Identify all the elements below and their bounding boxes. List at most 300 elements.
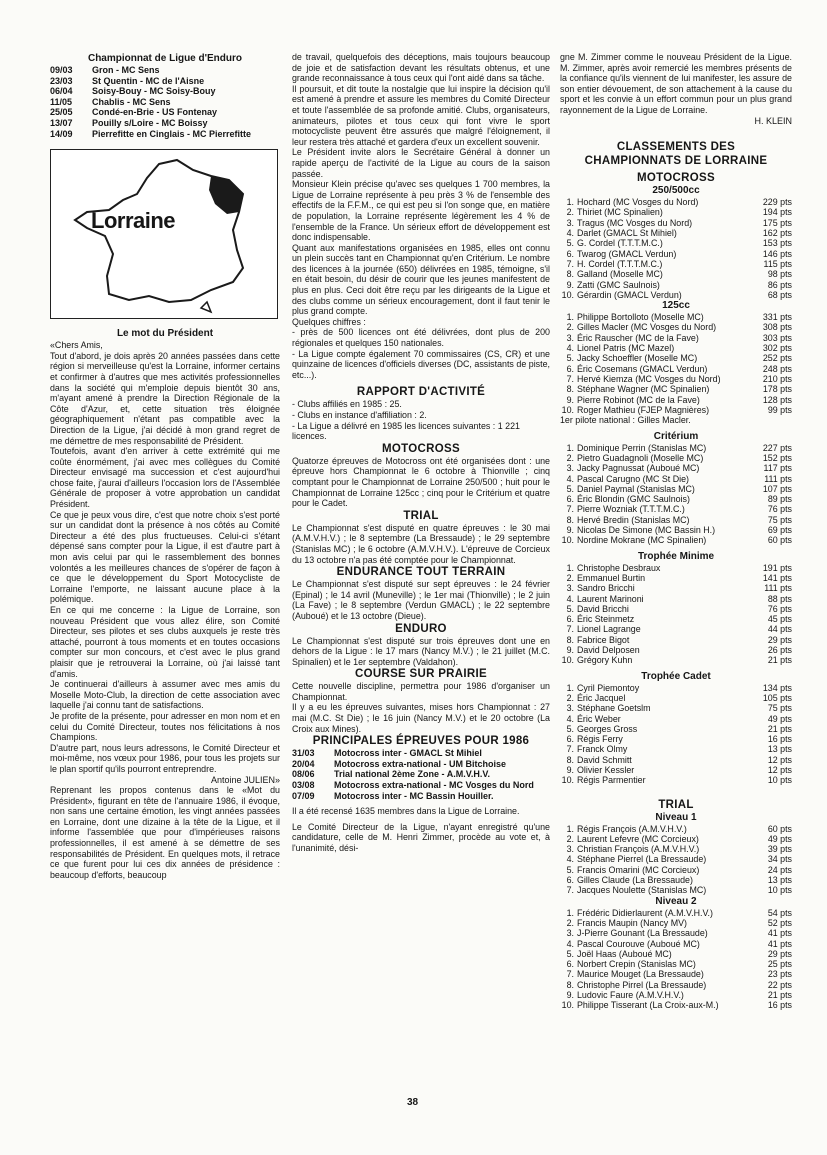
ranking-row (560, 765, 792, 775)
ranking-row (560, 1000, 792, 1010)
enduro-text: Le Championnat s'est disputé sur trois épreuves dont une en dehors de la Ligue : le 17 mars (Nancy M.V.) ; le 21 juillet (M.C. Spinalien) et le 1er septembre (Valdahon). (292, 635, 550, 667)
rider-points: 41 pts (767, 938, 792, 949)
rank-position: 5. (566, 353, 574, 364)
rank-position: 4. (566, 593, 574, 604)
rider-points: 99 pts (767, 404, 792, 415)
president-after-text: Reprenant les propos contenus dans le «Mot du Président», figurant en tête de l'annuaire 1986, il évoque, non sans une certaine émotion, les vingt années passées en Lorraine, dont une dizaine à la tête de la Ligue, et il informe l'assemblée que pour d'impérieuses raisons professionnelles, il est amené à se démettre de ses responsabilités de Président. En quelques mots, il retrace ce que furent pour lui ces dix années de présidence : beaucoup d'efforts, beaucoup (50, 785, 280, 880)
rank-position: 6. (566, 875, 574, 886)
rider-points: 54 pts (767, 907, 792, 918)
rider-name: Joël Haas (Auboué MC) (577, 948, 672, 959)
ranking-row (560, 443, 792, 453)
ranking-row (560, 854, 792, 864)
ranking-row (560, 463, 792, 473)
rider-name: J-Pierre Gounant (La Bressaude) (577, 928, 708, 939)
ranking-row (560, 453, 792, 463)
event-name: Pierrefitte en Cinglais - MC Pierrefitte (92, 128, 252, 139)
ranking-row (560, 563, 792, 573)
event-name: Pouilly s/Loire - MC Boissy (92, 117, 208, 128)
event-date: 20/04 (292, 758, 315, 769)
trial-level1-ranking (560, 824, 792, 896)
principal-event (292, 780, 550, 791)
event-date: 25/05 (50, 107, 73, 118)
rider-name: Lionel Lagrange (577, 624, 641, 635)
rank-position: 1. (566, 442, 574, 453)
rank-position: 6. (566, 494, 574, 505)
rider-points: 152 pts (762, 452, 792, 463)
rider-points: 227 pts (762, 442, 792, 453)
ranking-row (560, 290, 792, 300)
ranking-row (560, 908, 792, 918)
ranking-row (560, 474, 792, 484)
event-name: St Quentin - MC de l'Aisne (92, 75, 205, 86)
rider-points: 302 pts (762, 343, 792, 354)
enduro-event (50, 107, 280, 118)
event-date: 06/04 (50, 86, 73, 97)
rank-position: 3. (566, 332, 574, 343)
rider-name: Philippe Tisserant (La Croix-aux-M.) (577, 1000, 719, 1011)
ranking-row (560, 744, 792, 754)
rider-points: 252 pts (762, 353, 792, 364)
rank-position: 3. (566, 703, 574, 714)
rank-position: 8. (566, 514, 574, 525)
ranking-row (560, 269, 792, 279)
ranking-row (560, 374, 792, 384)
rider-points: 308 pts (762, 322, 792, 333)
page-number: 38 (407, 1097, 419, 1108)
rider-name: Laurent Lefevre (MC Corcieux) (577, 833, 699, 844)
cadet-title: Trophée Cadet (641, 670, 711, 682)
rider-name: Laurent Marinoni (577, 593, 644, 604)
principal-event (292, 769, 550, 780)
ranking-row (560, 312, 792, 322)
rider-name: Régis Parmentier (577, 775, 646, 786)
rank-position: 5. (566, 723, 574, 734)
rank-position: 6. (566, 363, 574, 374)
president-paragraph: Tout d'abord, je dois après 20 années passées dans cette région si merveilleuse qu'est la Lorraine, informer certains et confirmer à d'autres que mes activités professionnelles dans la société qui m'emploie depuis bientôt 30 ans, m'ayant amené à prendre la Direction Régionale de la Côte d'Azur, et, cette situation très éloignée géographiquement n'étant pas compatible avec la Direction de la Ligue, j'ai décidé à mon grand regret de me démettre de mes responsabilité de Président. (50, 350, 280, 446)
rider-name: Norbert Crepin (Stanislas MC) (577, 959, 696, 970)
rider-name: Gérardin (GMACL Verdun) (577, 289, 682, 300)
ranking-row (560, 484, 792, 494)
column-middle (292, 52, 550, 854)
rank-position: 2. (566, 452, 574, 463)
ranking-row (560, 218, 792, 228)
rider-points: 60 pts (767, 823, 792, 834)
column-left (50, 52, 280, 880)
new-president-text: gne M. Zimmer comme le nouveau Président de la Ligue. M. Zimmer, après avoir remercié les membres présents de la confiance qu'ils viennent de lui manifester, les assure de son entier dévouement, de son attachement à la cause du sport et les convie à un effort commun pour un plus grand rayonnement de la Ligue de Lorraine. (560, 52, 792, 115)
rider-points: 13 pts (767, 744, 792, 755)
motocross-section-title: MOTOCROSS (382, 442, 460, 455)
rider-points: 248 pts (762, 363, 792, 374)
rank-position: 8. (566, 269, 574, 280)
president-paragraph: Je continuerai d'ailleurs à assumer avec mes amis du Moselle Moto-Club, la direction de cette association avec laquelle j'ai connu tant de satisfactions. (50, 679, 280, 711)
prairie-section-title: COURSE SUR PRAIRIE (355, 668, 487, 681)
rapport-title: RAPPORT D'ACTIVITÉ (356, 386, 486, 399)
ranking-row (560, 238, 792, 248)
rank-position: 10. (561, 655, 574, 666)
rider-name: Christophe Desbraux (577, 562, 661, 573)
rider-points: 34 pts (767, 854, 792, 865)
rank-position: 7. (566, 373, 574, 384)
president-paragraph: Ce que je peux vous dire, c'est que notre choix s'est porté sur un candidat dont la présence à nos côtés au Comité Directeur a été des plus fructueuses. Celui-ci s'étant dépensé sans compter pour la Ligue, il est d'autre part à mon avis celui par qui le rassemblement des bonnes volontés a les meilleures chances de s'opérer de façon à ce que le développement du Sport Motocycliste de Lorraine l'emporte, ne laissant aucune place à la polémique. (50, 509, 280, 605)
ranking-row (560, 333, 792, 343)
rank-position: 2. (566, 572, 574, 583)
ranking-row (560, 515, 792, 525)
trial-level1-title: Niveau 1 (655, 811, 697, 823)
rider-points: 39 pts (767, 844, 792, 855)
rider-points: 175 pts (762, 217, 792, 228)
report-paragraph: Monsieur Klein précise qu'avec ses quelques 1 700 membres, la Ligue de Lorraine représente à peu près 3 % de l'ensemble des effectifs de la F.F.M., ce qui est peu si l'on songe que, en matière de population, la Lorraine représente légèrement les 4 % de l'ensemble de la France. Un sérieux effort de développement est donc indispensable. (292, 179, 550, 243)
rider-points: 29 pts (767, 634, 792, 645)
president-paragraph: Je profite de la présente, pour adresser en mon nom et en celui du Comité Directeur, toutes nos félicitations à nos Champions. (50, 710, 280, 743)
rider-name: Daniel Paymal (Stanislas MC) (577, 483, 695, 494)
rider-name: Régis François (A.M.V.H.V.) (577, 823, 687, 834)
rank-position: 4. (566, 938, 574, 949)
rider-name: Georges Gross (577, 723, 638, 734)
ranking-row (560, 604, 792, 614)
enduro-event (50, 76, 280, 87)
event-name: Motocross inter - MC Bassin Houiller. (334, 790, 494, 801)
rank-position: 10. (561, 404, 574, 415)
ranking-row (560, 594, 792, 604)
event-name: Gron - MC Sens (92, 65, 160, 75)
rank-position: 4. (566, 228, 574, 239)
report-paragraph: Il poursuit, et dit toute la nostalgie que lui inspire la décision qu'il est amené à prendre et assure les membres du Comité Directeur et toute l'assemblée de sa profonde amitié. Clubs, organisateurs, animateurs, pilotes et tous ceux qui font vivre le sport motocycliste peuvent être assurés que malgré l'éloignement, il leur restera très attaché et gardera d'eux un excellent souvenir. (292, 83, 550, 147)
rider-points: 128 pts (762, 394, 792, 405)
event-name: Motocross extra-national - MC Vosges du Nord (334, 780, 534, 791)
ranking-row (560, 322, 792, 332)
map-region-label: Lorraine (91, 208, 176, 234)
ranking-row (560, 384, 792, 394)
rank-position: 9. (566, 990, 574, 1001)
rider-points: 303 pts (762, 332, 792, 343)
minime-ranking (560, 563, 792, 666)
ranking-row (560, 197, 792, 207)
cadet-ranking (560, 683, 792, 786)
rider-points: 98 pts (767, 269, 792, 280)
ranking-row (560, 525, 792, 535)
rider-points: 111 pts (764, 583, 792, 594)
rider-name: Philippe Bortolloto (Moselle MC) (577, 312, 704, 323)
rider-points: 191 pts (762, 562, 792, 573)
rider-name: Grégory Kuhn (577, 655, 633, 666)
rider-name: Jacky Pagnussat (Auboué MC) (577, 463, 700, 474)
rider-points: 178 pts (762, 384, 792, 395)
enduro-event (50, 118, 280, 129)
rank-position: 7. (566, 258, 574, 269)
motocross-text: Quatorze épreuves de Motocross ont été organisées dont : une épreuve hors Championnat le 6 octobre à Thionville ; cinq comptant pour le Championnat de Lorraine 250/500 ; huit pour le Championnat de Lorraine 125cc ; cinq pour le Critérium et quatre pour le Cadet. (292, 455, 550, 509)
rank-position: 3. (566, 928, 574, 939)
rider-name: Thiriet (MC Spinalien) (577, 207, 663, 218)
rider-name: Francis Omarini (MC Corcieux) (577, 864, 700, 875)
ranking-row (560, 949, 792, 959)
rank-position: 9. (566, 394, 574, 405)
rider-points: 16 pts (767, 1000, 792, 1011)
rider-points: 16 pts (767, 734, 792, 745)
rider-name: Christian François (A.M.V.H.V.) (577, 844, 700, 855)
mx250-title: 250/500cc (652, 185, 700, 197)
event-date: 13/07 (50, 117, 73, 128)
rank-position: 3. (566, 463, 574, 474)
ranking-row (560, 494, 792, 504)
event-name: Motocross extra-national - UM Bitchoise (334, 758, 507, 769)
rank-position: 10. (561, 289, 574, 300)
ranking-row (560, 343, 792, 353)
ranking-row (560, 918, 792, 928)
trial-level2-title: Niveau 2 (655, 895, 697, 907)
ranking-row (560, 824, 792, 834)
rank-position: 3. (566, 217, 574, 228)
rider-name: Éric Rauscher (MC de la Fave) (577, 332, 699, 343)
rider-name: Emmanuel Burtin (577, 572, 646, 583)
rider-points: 194 pts (762, 207, 792, 218)
rank-position: 8. (566, 384, 574, 395)
ranking-row (560, 249, 792, 259)
rank-position: 7. (566, 624, 574, 635)
rider-points: 115 pts (763, 258, 792, 269)
rider-name: Christophe Pirrel (La Bressaude) (577, 979, 707, 990)
rider-points: 26 pts (767, 645, 792, 656)
trial-level2-ranking (560, 908, 792, 1011)
rider-points: 12 pts (767, 754, 792, 765)
principales-title: PRINCIPALES ÉPREUVES POUR 1986 (312, 735, 530, 748)
report-paragraph: Quant aux manifestations organisées en 1985, elles ont connu un plein succès tant en Championnat qu'en Critérium. Le nombre des licences à la journée (650) délivrées en 1985, témoigne, s'il en était besoin, du désir de courir que les jeunes manifestent de plus en plus. Ceci doit être reçu par les dirigeants de la Ligue et des clubs comme un sérieux encouragement, dont il faut tenir le plus grand compte. (292, 242, 550, 317)
event-date: 09/03 (50, 65, 73, 75)
ranking-row (560, 703, 792, 713)
rider-name: Galland (Moselle MC) (577, 269, 663, 280)
ranking-row (560, 655, 792, 665)
rider-points: 12 pts (767, 765, 792, 775)
rider-name: Pascal Courouve (Auboué MC) (577, 938, 700, 949)
rider-points: 111 pts (764, 473, 792, 484)
criterium-ranking (560, 443, 792, 546)
rider-name: Dominique Perrin (Stanislas MC) (577, 442, 707, 453)
ranking-row (560, 228, 792, 238)
rider-name: Gilles Macler (MC Vosges du Nord) (577, 322, 717, 333)
rider-points: 210 pts (762, 373, 792, 384)
president-section-title: Le mot du Président (116, 328, 214, 340)
rider-points: 44 pts (767, 624, 792, 635)
event-name: Condé-en-Brie - US Fontenay (92, 107, 218, 118)
rank-position: 1. (566, 907, 574, 918)
ranking-row (560, 928, 792, 938)
rank-position: 2. (566, 917, 574, 928)
event-date: 07/09 (292, 790, 315, 801)
report-paragraph: Le Président invite alors le Secrétaire Général à donner un rapide aperçu de l'activité de la Ligue au cours de la saison passée. (292, 147, 550, 179)
rank-position: 7. (566, 969, 574, 980)
secretary-signature: H. KLEIN (754, 115, 792, 126)
rider-name: Francis Maupin (Nancy MV) (577, 917, 687, 928)
rank-position: 5. (566, 238, 574, 249)
event-name: Motocross inter - GMACL St Mihiel (334, 748, 482, 759)
rider-points: 76 pts (767, 603, 792, 614)
ranking-row (560, 734, 792, 744)
rider-name: Éric Blondin (GMC Saulnois) (577, 494, 690, 505)
rider-points: 146 pts (762, 248, 792, 259)
rider-points: 22 pts (767, 979, 792, 990)
rider-name: David Schmitt (577, 754, 632, 765)
mx125-note: 1er pilote national : Gilles Macler. (560, 415, 691, 426)
rank-position: 9. (566, 645, 574, 656)
rider-name: Franck Olmy (577, 744, 628, 755)
rider-name: H. Cordel (T.T.T.M.C.) (577, 258, 663, 269)
column-right (560, 52, 792, 1011)
ranking-row (560, 885, 792, 895)
trial-ranking-title: TRIAL (658, 798, 694, 811)
rank-position: 5. (566, 864, 574, 875)
rider-name: Frédéric Didierlaurent (A.M.V.H.V.) (577, 907, 713, 918)
ranking-row (560, 583, 792, 593)
rider-points: 29 pts (767, 948, 792, 959)
rider-points: 21 pts (767, 655, 792, 666)
rank-position: 9. (566, 279, 574, 290)
rider-name: Fabrice Bigot (577, 634, 630, 645)
report-paragraph: Quelques chiffres : (292, 316, 366, 327)
rider-name: Pietro Guadagnoli (Moselle MC) (577, 452, 704, 463)
ranking-row (560, 980, 792, 990)
rank-position: 9. (566, 525, 574, 536)
rider-points: 60 pts (767, 535, 792, 546)
france-map-icon (51, 150, 277, 318)
prairie-text: Cette nouvelle discipline, permettra pour 1986 d'organiser un Championnat. (292, 681, 550, 702)
rider-name: Hervé Bredin (Stanislas MC) (577, 514, 690, 525)
enduro-event (50, 86, 280, 97)
ranking-row (560, 635, 792, 645)
rider-name: Pascal Carugno (MC St Die) (577, 473, 689, 484)
ranking-row (560, 535, 792, 545)
rider-name: Hervé Kiemza (MC Vosges du Nord) (577, 373, 721, 384)
rapport-item: - Clubs en instance d'affiliation : 2. (292, 410, 427, 420)
rider-name: Maurice Mouget (La Bressaude) (577, 969, 704, 980)
rider-points: 89 pts (767, 494, 792, 505)
rank-position: 6. (566, 734, 574, 745)
rider-points: 153 pts (762, 238, 792, 249)
rank-position: 9. (566, 765, 574, 775)
enduro-section-title: ENDURO (395, 622, 447, 635)
rank-position: 6. (566, 614, 574, 625)
rider-name: Darlet (GMACL St Mihiel) (577, 228, 677, 239)
rank-position: 6. (566, 248, 574, 259)
report-paragraph: - près de 500 licences ont été délivrées, dont plus de 200 régionales et quelques 150 nationales. (292, 327, 550, 349)
ranking-row (560, 865, 792, 875)
president-message (50, 340, 280, 774)
event-date: 31/03 (292, 748, 315, 759)
rank-position: 3. (566, 844, 574, 855)
rank-position: 2. (566, 833, 574, 844)
rider-points: 69 pts (767, 525, 792, 536)
mx250-ranking (560, 197, 792, 300)
event-date: 11/05 (50, 96, 73, 107)
event-name: Chablis - MC Sens (92, 96, 171, 107)
ranking-row (560, 645, 792, 655)
president-paragraph: Toutefois, avant d'en arriver à cette extrémité qui me coûte énormément, j'ai avec mes collègues du Comité Directeur envisagé ma succession et c'est aujourd'hui chose faite, j'aurai d'ailleurs l'occasion lors de l'Assemblée Générale de proposer à votre approbation un candidat Président. (50, 446, 280, 510)
ranking-row (560, 405, 792, 415)
ranking-row (560, 573, 792, 583)
rider-name: Éric Steinmetz (577, 614, 635, 625)
rider-points: 24 pts (767, 864, 792, 875)
rank-position: 4. (566, 713, 574, 724)
rider-points: 229 pts (762, 197, 792, 208)
rider-points: 107 pts (762, 483, 792, 494)
endurance-section-title: ENDURANCE TOUT TERRAIN (336, 566, 506, 579)
president-paragraph: En ce qui me concerne : la Ligue de Lorraine, son nouveau Président que vous allez élire, son Comité Directeur, ses pilotes et ses clubs auxquels je reste très attaché, pourront à tous moments et en toutes occasions compter sur mon concours, et c'est avec le plus grand plaisir que je retrouverai la Lorraine, où j'ai laissé tant d'amis. (50, 605, 280, 679)
rider-points: 45 pts (767, 614, 792, 625)
mx125-ranking (560, 312, 792, 415)
principales-list (292, 748, 550, 801)
rider-points: 331 pts (762, 312, 792, 323)
minime-title: Trophée Minime (637, 550, 715, 562)
rider-name: Jacques Noulette (Stanislas MC) (577, 885, 707, 896)
rank-position: 7. (566, 504, 574, 515)
endurance-text: Le Championnat s'est disputé sur sept épreuves : le 24 février (Epinal) ; le 14 avril (Muneville) ; le 1er mai (Thionville) ; le 2 juin (La Fave) ; le 8 septembre (Verdun GMACL) ; le 22 septembre (Auboué) et le 13 octobre (Dieue). (292, 579, 550, 621)
rider-points: 75 pts (767, 703, 792, 714)
principal-event (292, 759, 550, 770)
rank-position: 1. (566, 682, 574, 693)
ranking-row (560, 959, 792, 969)
enduro-league-title: Championnat de Ligue d'Enduro (87, 53, 243, 64)
document-page (42, 52, 794, 1127)
rider-points: 75 pts (767, 514, 792, 525)
ranking-row (560, 714, 792, 724)
ranking-row (560, 683, 792, 693)
rider-points: 10 pts (767, 775, 792, 786)
rank-position: 6. (566, 959, 574, 970)
ranking-row (560, 969, 792, 979)
ranking-row (560, 875, 792, 885)
event-date: 08/06 (292, 769, 315, 780)
rider-points: 13 pts (767, 875, 792, 886)
rider-points: 117 pts (763, 463, 792, 474)
trial-section-title: TRIAL (403, 509, 439, 522)
rider-name: Stéphane Pierrel (La Bressaude) (577, 854, 707, 865)
ranking-row (560, 280, 792, 290)
ranking-row (560, 259, 792, 269)
rank-position: 4. (566, 343, 574, 354)
rider-points: 23 pts (767, 969, 792, 980)
rank-position: 1. (566, 562, 574, 573)
rider-name: Éric Weber (577, 713, 621, 724)
rider-points: 52 pts (767, 917, 792, 928)
ranking-row (560, 939, 792, 949)
rider-name: Roger Mathieu (FJEP Magnières) (577, 404, 710, 415)
ranking-row (560, 990, 792, 1000)
ranking-row (560, 207, 792, 217)
event-name: Trial national 2ème Zone - A.M.V.H.V. (334, 769, 491, 780)
principal-event (292, 748, 550, 759)
rank-position: 4. (566, 854, 574, 865)
rapport-item: - La Ligue a délivré en 1985 les licences suivantes : 1 221 licences. (292, 420, 520, 442)
rider-name: Hochard (MC Vosges du Nord) (577, 197, 699, 208)
president-paragraph: «Chers Amis, (50, 340, 103, 351)
rider-name: Éric Cosemans (GMACL Verdun) (577, 363, 708, 374)
rider-name: Gilles Claude (La Bressaude) (577, 875, 693, 886)
rider-name: Stéphane Goetslm (577, 703, 651, 714)
president-signature: Antoine JULIEN» (210, 774, 280, 785)
rider-name: Ludovic Faure (A.M.V.H.V.) (577, 990, 684, 1001)
prairie-text-2: Il y a eu les épreuves suivantes, mises hors Championnat : 27 mai (M.C. St Die) ; le 16 juin (Nancy M.V.) et le 20 octobre (La Croix aux Mines). (292, 702, 550, 734)
rider-name: Pierre Robinot (MC de la Fave) (577, 394, 700, 405)
trial-text: Le Championnat s'est disputé en quatre épreuves : le 30 mai (A.M.V.H.V.) ; le 8 septembre (La Bressaude) ; le 29 septembre (Stanislas MC) ; le 6 octobre (A.M.V.H.V.). L'épreuve de Corcieux du 13 octobre n'a pas été comptée pour le Championnat. (292, 522, 550, 565)
rider-points: 21 pts (767, 723, 792, 734)
ranking-row (560, 775, 792, 785)
event-date: 23/03 (50, 75, 73, 86)
rider-points: 49 pts (767, 713, 792, 724)
enduro-event (50, 129, 280, 140)
rank-position: 10. (561, 535, 574, 546)
rider-points: 105 pts (762, 692, 792, 703)
enduro-event (50, 97, 280, 108)
rank-position: 1. (566, 197, 574, 208)
vote-text: Le Comité Directeur de la Ligue, n'ayant enregistré qu'une candidature, celle de M. Henri Zimmer, procède au vote et, à l'unanimité, dési- (292, 821, 550, 853)
